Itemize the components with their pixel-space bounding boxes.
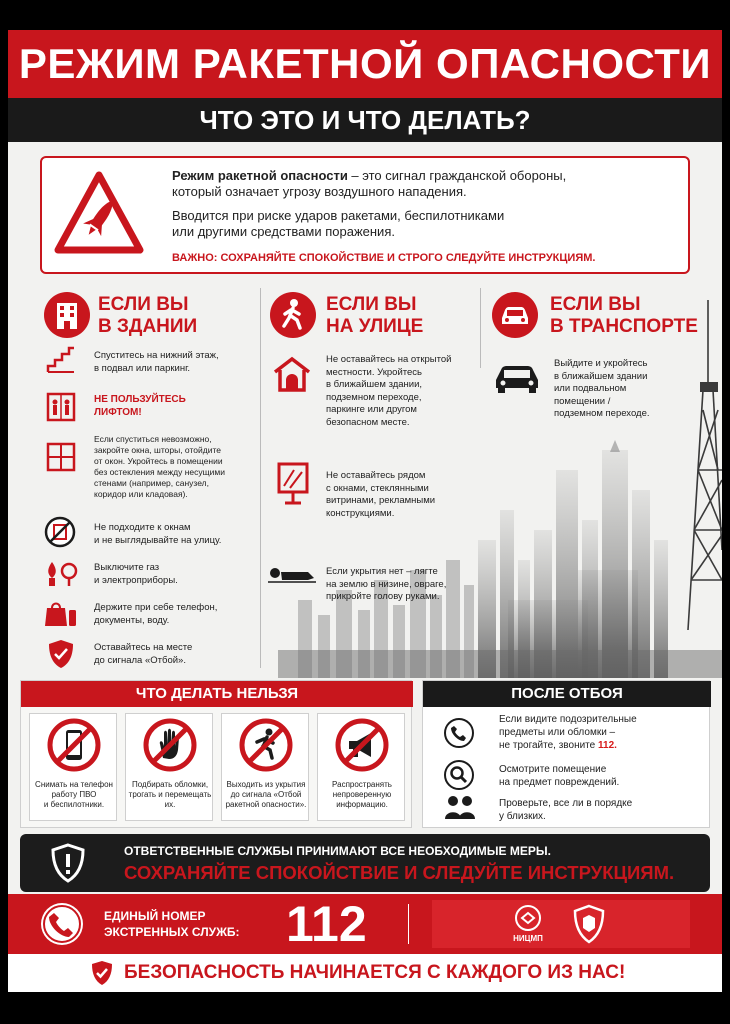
car-icon <box>492 362 542 394</box>
elevator-icon <box>46 392 76 422</box>
emergency-number: 112 <box>286 896 367 952</box>
poster <box>8 30 722 992</box>
street-item-2-text: Не оставайтесь рядом с окнами, стеклянными витринами, рекламными конструкциями. <box>326 470 436 519</box>
forbidden-item-4-text: Распространять непроверенную информацию. <box>332 780 392 809</box>
after-title: ПОСЛЕ ОТБОЯ <box>423 681 711 707</box>
intro-line-1: Режим ракетной опасности – это сигнал гражданской обороны, <box>172 168 567 183</box>
after-item-2-text: Осмотрите помещение на предмет повреждений. <box>499 764 620 788</box>
intro-line-2: который означает угрозу воздушного нападения. <box>172 184 467 199</box>
after-item-3-text: Проверьте, все ли в порядке у близких. <box>499 798 633 822</box>
forbidden-item-3-text: Выходить из укрытия до сигнала «Отбой ракетной опасности». <box>225 780 307 809</box>
building-item-7-text: Оставайтесь на месте до сигнала «Отбой». <box>94 642 193 666</box>
no-window-icon <box>44 516 76 548</box>
building-item-4-text: Не подходите к окнам и не выглядывайте на улицу. <box>94 522 222 546</box>
bottom-slogan-bar <box>8 954 722 992</box>
shield-icon <box>46 638 76 670</box>
forbidden-item-1 <box>29 713 117 821</box>
people-icon <box>443 795 477 821</box>
no-phone-icon <box>47 718 101 772</box>
lying-person-icon <box>268 564 316 584</box>
emergency-number-label: ЕДИНЫЙ НОМЕР ЭКСТРЕННЫХ СЛУЖБ: <box>104 909 240 939</box>
column-divider-1 <box>260 288 261 668</box>
forbidden-item-4 <box>317 713 405 821</box>
forbidden-item-2-text: Подбирать обломки, трогать и перемещать их. <box>128 780 212 809</box>
billboard-icon <box>276 462 310 506</box>
page-subtitle: ЧТО ЭТО И ЧТО ДЕЛАТЬ? <box>8 98 722 142</box>
nicmp-logo-icon <box>514 904 542 932</box>
shield-exclamation-icon <box>50 843 86 883</box>
street-item-3-text: Если укрытия нет – лягте на землю в низине, овраге, прикройте голову руками. <box>326 566 447 602</box>
car-circle-icon <box>492 292 538 338</box>
gas-plug-icon <box>44 560 78 588</box>
forbidden-panel <box>20 680 412 828</box>
building-item-1-text: Спуститесь на нижний этаж, в подвал или паркинг. <box>94 350 219 374</box>
no-run-icon <box>239 718 293 772</box>
forbidden-title: ЧТО ДЕЛАТЬ НЕЛЬЗЯ <box>21 681 413 707</box>
services-banner <box>20 834 710 892</box>
forbidden-item-2 <box>125 713 213 821</box>
page-title: РЕЖИМ РАКЕТНОЙ ОПАСНОСТИ <box>8 30 722 98</box>
stairs-icon <box>46 346 76 374</box>
intro-box <box>40 156 690 274</box>
street-column-title: ЕСЛИ ВЫ НА УЛИЦЕ <box>326 294 424 337</box>
logo-text: НИЦМП <box>513 934 543 943</box>
magnifier-icon <box>443 759 475 791</box>
column-divider-2 <box>480 288 481 368</box>
walking-person-icon <box>270 292 316 338</box>
bottom-slogan: БЕЗОПАСНОСТЬ НАЧИНАЕТСЯ С КАЖДОГО ИЗ НАС! <box>124 962 626 983</box>
building-icon <box>44 292 90 338</box>
shelter-icon <box>272 356 312 392</box>
shield-check-icon <box>90 960 114 986</box>
building-item-5-text: Выключите газ и электроприборы. <box>94 562 178 586</box>
services-line-2: СОХРАНЯЙТЕ СПОКОЙСТВИЕ И СЛЕДУЙТЕ ИНСТРУКЦИЯМ. <box>124 862 675 883</box>
building-item-3-text: Если спуститься невозможно, закройте окна, шторы, отойдите от окон. Укройтесь в помещении без остекления между несущими стенами (например, санузел, коридор или кладовая). <box>94 434 225 499</box>
no-megaphone-icon <box>335 718 389 772</box>
window-icon <box>46 442 76 472</box>
emergency-footer <box>8 894 722 954</box>
intro-line-3: Вводится при риске ударов ракетами, беспилотниками <box>172 208 505 223</box>
street-item-1-text: Не оставайтесь на открытой местности. Укройтесь в ближайшем здании, подземном переходе, паркинге или другом безопасном месте. <box>326 354 452 428</box>
building-item-6-text: Держите при себе телефон, документы, воду. <box>94 602 218 626</box>
intro-warning: ВАЖНО: СОХРАНЯЙТЕ СПОКОЙСТВИЕ И СТРОГО СЛЕДУЙТЕ ИНСТРУКЦИЯМ. <box>172 252 596 264</box>
forbidden-item-3 <box>221 713 309 821</box>
no-hand-icon <box>143 718 197 772</box>
transport-column-title: ЕСЛИ ВЫ В ТРАНСПОРТЕ <box>550 294 698 337</box>
after-item-1-text: Если видите подозрительные предметы или обломки – не трогайте, звоните 112. <box>499 714 637 751</box>
phone-icon <box>38 900 86 948</box>
emblem-icon <box>572 904 606 944</box>
rocket-warning-icon <box>54 170 144 256</box>
after-panel <box>422 680 710 828</box>
intro-line-4: или другими средствами поражения. <box>172 224 395 239</box>
footer-divider <box>408 904 409 944</box>
building-item-2-text: НЕ ПОЛЬЗУЙТЕСЬ ЛИФТОМ! <box>94 394 186 418</box>
forbidden-item-1-text: Снимать на телефон работу ПВО и беспилотники. <box>35 780 113 809</box>
services-line-1: ОТВЕТСТВЕННЫЕ СЛУЖБЫ ПРИНИМАЮТ ВСЕ НЕОБХОДИМЫЕ МЕРЫ. <box>124 844 551 858</box>
phone-docs-icon <box>44 598 78 628</box>
phone-call-icon <box>443 717 475 749</box>
building-column-title: ЕСЛИ ВЫ В ЗДАНИИ <box>98 294 198 337</box>
transport-item-1-text: Выйдите и укройтесь в ближайшем здании или подвальном помещении / подземном переходе. <box>554 358 650 419</box>
logo-panel <box>432 900 690 948</box>
